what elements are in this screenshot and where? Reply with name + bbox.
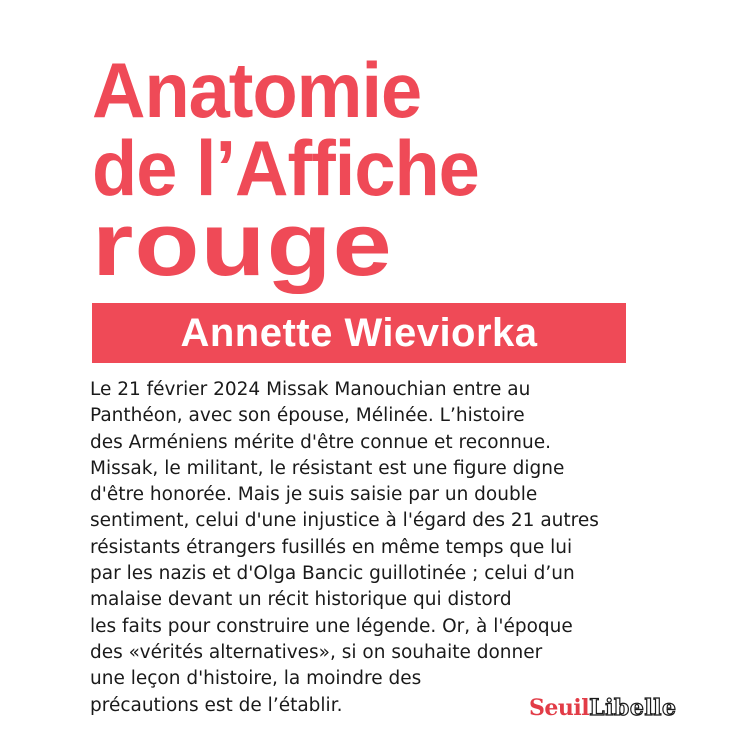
blurb-line: Missak, le militant, le résistant est une figure digne (90, 457, 565, 479)
blurb-line: résistants étrangers fusillés en même temps que lui (90, 536, 573, 558)
blurb-line: Panthéon, avec son épouse, Mélinée. L’histoire (90, 405, 525, 427)
blurb-line: Le 21 février 2024 Missak Manouchian entre au (90, 379, 531, 400)
author-band (92, 303, 626, 363)
publisher-logo (529, 695, 677, 721)
blurb-line: les faits pour construire une légende. Or, à l'époque (90, 615, 573, 637)
publisher-logo-seuil: Seuil (529, 695, 590, 721)
author-name: Annette Wieviorka (180, 310, 538, 355)
blurb-line: précautions est de l’établir. (90, 694, 343, 716)
publisher-logo-libelle: Libelle (589, 695, 677, 721)
title-line-3: rouge (92, 195, 393, 295)
blurb (90, 377, 690, 719)
blurb-line: des «vérités alternatives», si on souhaite donner (90, 641, 543, 663)
blurb-line: sentiment, celui d'une injustice à l'égard des 21 autres (90, 510, 599, 532)
blurb-line: une leçon d'histoire, la moindre des (90, 668, 422, 690)
blurb-line: d'être honorée. Mais je suis saisie par un double (90, 484, 538, 506)
blurb-line: par les nazis et d'Olga Bancic guillotinée ; celui d’un (90, 563, 575, 585)
title-line-2: de l’Affiche (92, 124, 479, 212)
blurb-line: malaise devant un récit historique qui distord (90, 589, 512, 611)
blurb-line: des Arméniens mérite d'être connue et reconnue. (90, 431, 552, 453)
title-line-1: Anatomie (92, 46, 422, 134)
